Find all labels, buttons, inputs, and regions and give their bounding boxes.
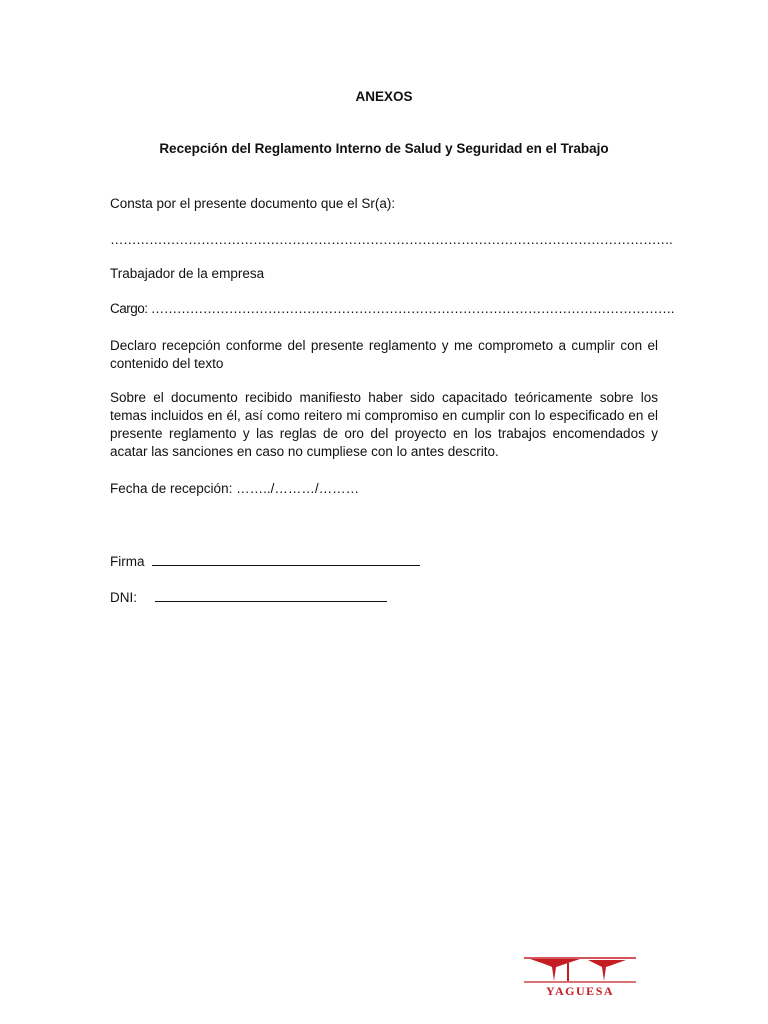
fecha-recepcion: Fecha de recepción: ……../………/………: [110, 481, 360, 496]
sobre-paragraph: Sobre el documento recibido manifiesto haber sido capacitado teóricamente sobre los temas incluidos en él, así como reitero mi compromiso en cumplir con lo especificado en el presente reglamento y las reglas de oro del proyecto en los trabajos encomendados y acatar las sanciones en caso no cumpliese con lo antes descrito.: [110, 390, 658, 459]
cargo-field: Cargo: ………………………………………………………………………………………………………….: [110, 301, 675, 316]
dni-line: [155, 587, 387, 602]
firma-row: [110, 551, 420, 571]
logo-text: YAGUESA: [545, 984, 615, 998]
declaro-paragraph: Declaro recepción conforme del presente reglamento y me comprometo a cumplir con el contenido del texto: [110, 338, 658, 371]
dni-row: [110, 587, 387, 607]
dni-label: DNI:: [110, 590, 137, 605]
name-dotted-line: ………………………………………………………………………………………………………………….: [110, 232, 673, 247]
trabajador-text: Trabajador de la empresa: [110, 266, 265, 281]
document-subtitle: Recepción del Reglamento Interno de Salud y Seguridad en el Trabajo: [159, 141, 609, 156]
firma-label: Firma: [110, 554, 145, 569]
document-title: ANEXOS: [355, 89, 413, 104]
firma-signature-line: [152, 551, 420, 566]
consta-text: Consta por el presente documento que el Sr(a):: [110, 196, 396, 211]
